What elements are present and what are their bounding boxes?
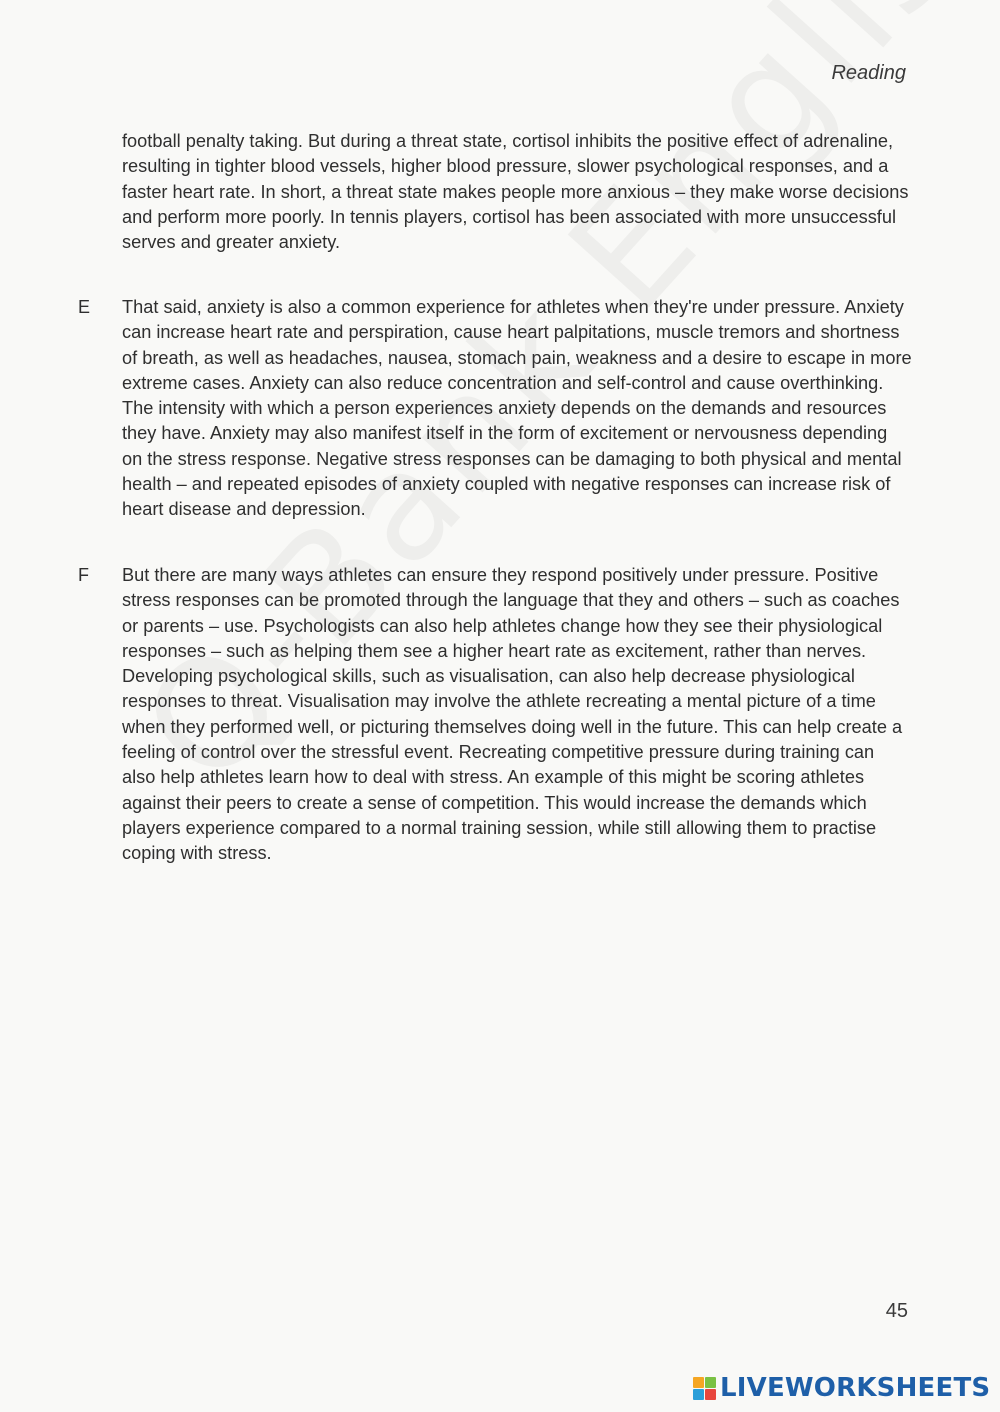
liveworksheets-logo-text: LIVEWORKSHEETS <box>720 1373 991 1403</box>
paragraph-text-e: That said, anxiety is also a common experience for athletes when they're under pressure. Anxiety can increase heart rate and perspiration, cause heart palpitations, muscle tremors and shortness of breath, as well as headaches, nausea, stomach pain, weakness and a desire to escape in more extreme cases. Anxiety can also reduce concentration and self-control and cause overthinking. The intensity with which a person experiences anxiety depends on the demands and resources they have. Anxiety may also manifest itself in the form of excitement or nervousness depending on the stress response. Negative stress responses can be damaging to both physical and mental health – and repeated episodes of anxiety coupled with negative responses can increase risk of heart disease and depression. <box>122 297 912 520</box>
paragraph-text-f: But there are many ways athletes can ensure they respond positively under pressure. Positive stress responses can be promoted through the language that they and others – such as coaches or parents – use. Psychologists can also help athletes change how they see their physiological responses – such as helping them see a higher heart rate as excitement, rather than nerves. Developing psychological skills, such as visualisation, can also help decrease physiological responses to threat. Visualisation may involve the athlete recreating a mental picture of a time when they performed well, or picturing themselves doing well in the future. This can help create a feeling of control over the stressful event. Recreating competitive pressure during training can also help athletes learn how to deal with stress. An example of this might be scoring athletes against their peers to create a sense of competition. This would increase the demands which players experience compared to a normal training session, while still allowing them to practise coping with stress. <box>122 565 903 864</box>
paragraph-letter-f: F <box>78 565 89 585</box>
section-header: Reading <box>831 62 906 84</box>
liveworksheets-logo[interactable] <box>693 1373 990 1403</box>
paragraph-text-continued: football penalty taking. But during a threat state, cortisol inhibits the positive effect of adrenaline, resulting in tighter blood vessels, higher blood pressure, slower psychological responses, and a faster heart rate. In short, a threat state makes people more anxious – they make worse decisions and perform more poorly. In tennis players, cortisol has been associated with more unsuccessful serves and greater anxiety. <box>122 131 909 253</box>
paragraph-letter-e: E <box>78 297 91 317</box>
page-number: 45 <box>885 1300 908 1322</box>
liveworksheets-logo-icon <box>693 1377 716 1400</box>
